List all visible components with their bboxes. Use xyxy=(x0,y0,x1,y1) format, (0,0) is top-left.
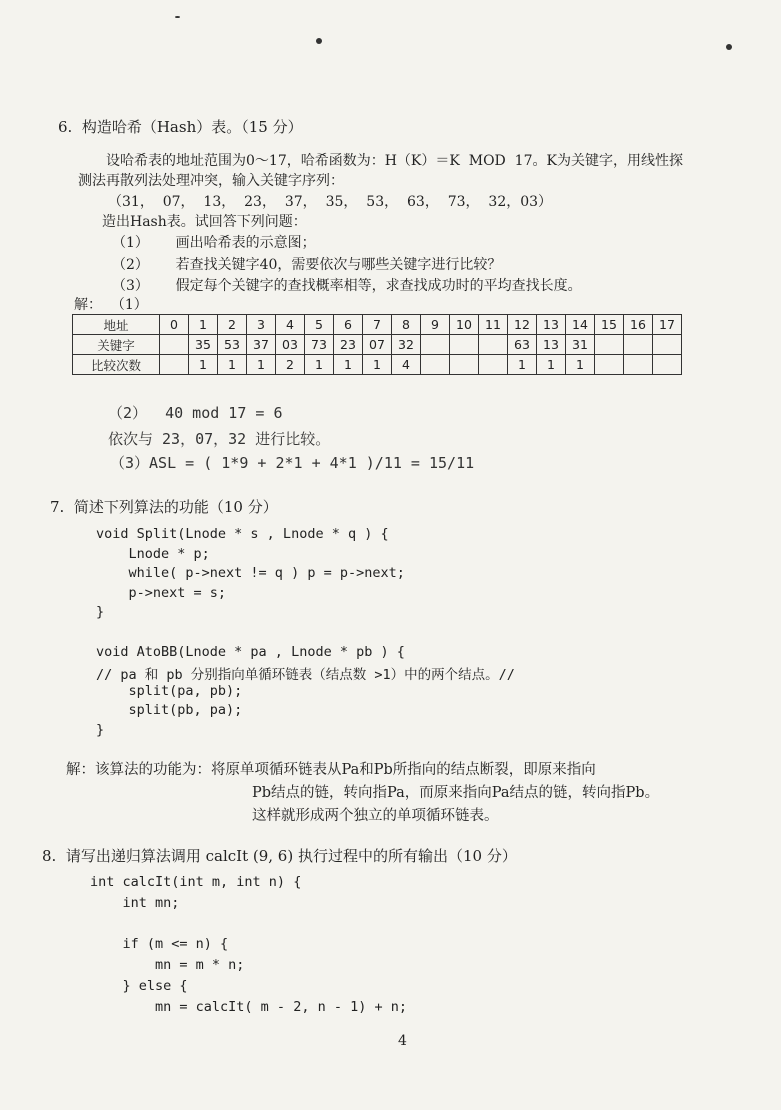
hash-cell: 1 xyxy=(508,355,537,375)
hash-cell: 9 xyxy=(421,315,450,335)
hash-table xyxy=(72,314,682,375)
q6-answer-2b: 依次与 23，07，32 进行比较。 xyxy=(108,430,331,448)
hash-cell: 1 xyxy=(247,355,276,375)
hash-cell: 15 xyxy=(595,315,624,335)
q6-sub2: （2） 若查找关键字40，需要依次与哪些关键字进行比较？ xyxy=(112,257,502,273)
row-label: 关键字 xyxy=(73,335,160,355)
hash-cell: 1 xyxy=(189,355,218,375)
code-line: split(pb, pa); xyxy=(96,702,243,719)
hash-cell: 1 xyxy=(566,355,595,375)
hash-cell: 23 xyxy=(334,335,363,355)
hash-cell: 14 xyxy=(566,315,595,335)
code-line: if (m <= n) { xyxy=(90,936,229,953)
hash-cell: 03 xyxy=(276,335,305,355)
hash-cell: 73 xyxy=(305,335,334,355)
q7-title: 7. 简述下列算法的功能（10 分） xyxy=(50,498,278,516)
hash-cell: 2 xyxy=(218,315,247,335)
code-line: split(pa, pb); xyxy=(96,682,243,699)
hash-cell: 6 xyxy=(334,315,363,335)
q6-line2: 测法再散列法处理冲突，输入关键字序列： xyxy=(78,173,344,189)
hash-cell xyxy=(479,335,508,355)
hash-cell: 32 xyxy=(392,335,421,355)
code-line: // pa 和 pb 分别指向单循环链表（结点数 >1）中的两个结点。// xyxy=(96,667,515,684)
hash-cell: 1 xyxy=(363,355,392,375)
hash-cell: 11 xyxy=(479,315,508,335)
hash-cell: 53 xyxy=(218,335,247,355)
q6-answer-2a: （2） 40 mod 17 = 6 xyxy=(108,404,283,422)
hash-cell xyxy=(421,335,450,355)
q6-sub1: （1） 画出哈希表的示意图； xyxy=(112,235,316,251)
hash-cell: 4 xyxy=(392,355,421,375)
page-number: 4 xyxy=(398,1033,407,1049)
hash-cell: 07 xyxy=(363,335,392,355)
q8-title: 8. 请写出递归算法调用 calcIt (9, 6) 执行过程中的所有输出（10 分） xyxy=(42,847,517,865)
code-line: int calcIt(int m, int n) { xyxy=(90,874,302,890)
hash-cell: 13 xyxy=(537,315,566,335)
hash-cell: 1 xyxy=(189,315,218,335)
hash-cell: 4 xyxy=(276,315,305,335)
code-line: p->next = s; xyxy=(96,584,227,601)
code-line: void Split(Lnode * s , Lnode * q ) { xyxy=(96,526,389,542)
code-line: } else { xyxy=(90,978,188,994)
hash-cell: 16 xyxy=(624,315,653,335)
hash-row-compares xyxy=(73,355,682,375)
hash-cell: 10 xyxy=(450,315,479,335)
scan-speck xyxy=(726,44,732,50)
hash-cell xyxy=(160,335,189,355)
hash-cell: 13 xyxy=(537,335,566,355)
code-line: mn = calcIt( m - 2, n - 1) + n; xyxy=(90,998,407,1015)
hash-cell: 1 xyxy=(305,355,334,375)
q6-key-sequence: （31， 07， 13， 23， 37， 35， 53， 63， 73， 32，03） xyxy=(108,194,553,210)
hash-cell xyxy=(624,355,653,375)
q6-sub3: （3） 假定每个关键字的查找概率相等，求查找成功时的平均查找长度。 xyxy=(112,278,582,294)
hash-cell: 5 xyxy=(305,315,334,335)
hash-cell: 2 xyxy=(276,355,305,375)
hash-cell: 7 xyxy=(363,315,392,335)
q7-answer-line1: 解：该算法的功能为：将原单项循环链表从Pa和Pb所指向的结点断裂，即原来指向 xyxy=(66,762,596,778)
hash-cell: 1 xyxy=(218,355,247,375)
q6-answer-label: 解： （1） xyxy=(74,297,148,313)
q6-answer-3: （3）ASL = ( 1*9 + 2*1 + 4*1 )/11 = 15/11 xyxy=(110,454,475,472)
q6-title: 6. 构造哈希（Hash）表。（15 分） xyxy=(58,118,303,136)
row-label: 地址 xyxy=(73,315,160,335)
hash-cell xyxy=(653,335,682,355)
hash-cell: 12 xyxy=(508,315,537,335)
code-line: void AtoBB(Lnode * pa , Lnode * pb ) { xyxy=(96,643,405,660)
hash-cell xyxy=(624,335,653,355)
scan-speck xyxy=(175,16,180,18)
hash-row-keys xyxy=(73,335,682,355)
hash-cell xyxy=(595,335,624,355)
code-line: while( p->next != q ) p = p->next; xyxy=(96,565,405,582)
q7-answer-line3: 这样就形成两个独立的单项循环链表。 xyxy=(252,808,499,824)
q7-answer-line2: Pb结点的链，转向指Pa，而原来指向Pa结点的链，转向指Pb。 xyxy=(252,785,660,801)
code-line: } xyxy=(96,604,105,621)
code-line: } xyxy=(96,722,105,738)
q6-line4: 造出Hash表。试回答下列问题： xyxy=(102,214,307,230)
hash-cell: 3 xyxy=(247,315,276,335)
hash-cell: 8 xyxy=(392,315,421,335)
hash-row-address xyxy=(73,315,682,335)
hash-cell: 31 xyxy=(566,335,595,355)
hash-cell: 17 xyxy=(653,315,682,335)
hash-cell xyxy=(653,355,682,375)
hash-cell xyxy=(479,355,508,375)
hash-cell xyxy=(450,355,479,375)
code-line: Lnode * p; xyxy=(96,545,210,562)
row-label: 比较次数 xyxy=(73,355,160,375)
hash-cell xyxy=(595,355,624,375)
code-line: mn = m * n; xyxy=(90,957,245,974)
hash-cell xyxy=(421,355,450,375)
hash-cell xyxy=(160,355,189,375)
code-line: int mn; xyxy=(90,894,180,911)
hash-cell: 1 xyxy=(537,355,566,375)
q6-line1: 设哈希表的地址范围为0～17，哈希函数为：H（K）＝K MOD 17。K为关键字，用线性探 xyxy=(106,153,683,169)
hash-cell: 35 xyxy=(189,335,218,355)
hash-cell: 1 xyxy=(334,355,363,375)
hash-cell: 37 xyxy=(247,335,276,355)
hash-cell xyxy=(450,335,479,355)
hash-cell: 63 xyxy=(508,335,537,355)
scan-speck xyxy=(316,38,322,44)
hash-cell: 0 xyxy=(160,315,189,335)
